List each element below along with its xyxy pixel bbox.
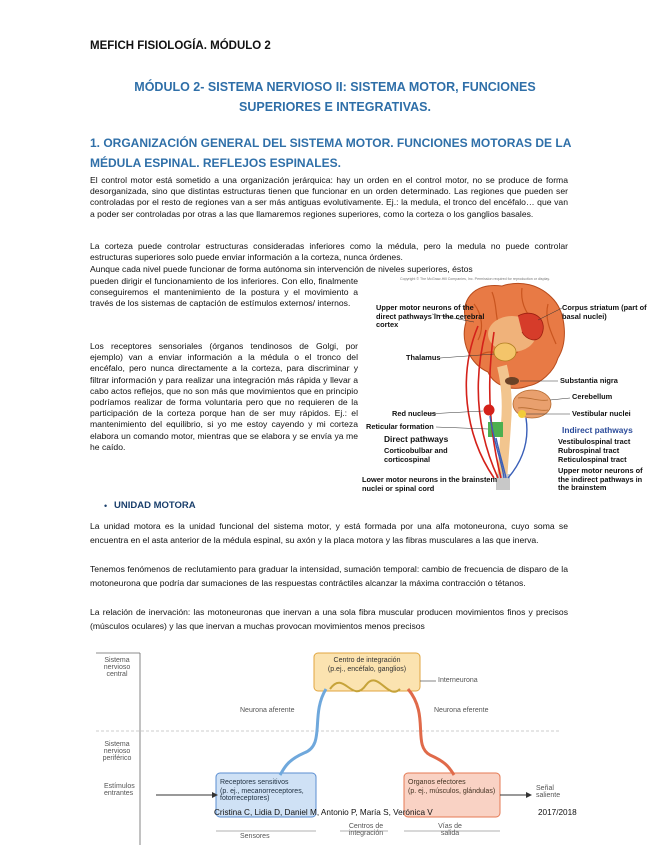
paragraph-7: La relación de inervación: las motoneuronas que inervan a una sola fibra muscular producen movimientos finos y precisos (músculos oculares) y las que inervan a muchas provocan movimientos menos precisos: [90, 607, 568, 631]
label-snp: Sistema nervioso periférico: [102, 741, 132, 762]
paragraph-3-first-line: Aunque cada nivel puede funcionar de forma autónoma sin intervención de niveles superiores, éstos: [90, 264, 473, 274]
section1-title-line2: MÉDULA ESPINAL. REFLEJOS ESPINALES.: [90, 156, 341, 170]
label-senal: Señal saliente: [536, 785, 561, 799]
label-corpus-striatum: Corpus striatum (part of basal nuclei): [562, 303, 647, 321]
label-red-nucleus: Red nucleus: [392, 409, 436, 418]
label-thalamus: Thalamus: [406, 353, 441, 362]
label-indirect-pathways: Indirect pathways: [562, 425, 633, 435]
label-reticular-formation: Reticular formation: [366, 422, 434, 431]
paragraph-5: La unidad motora es la unidad funcional del sistema motor, y está formada por una alfa motoneurona, cuyo soma se encuentra en el asta anterior de la médula espinal, su axón y la placa motora y las fibras musculares a las que inerva.: [90, 521, 568, 545]
label-sensores: Sensores: [240, 833, 270, 840]
label-upper-motor-indirect: Upper motor neurons of the indirect pathways in the brainstem: [558, 466, 643, 493]
section1-title-line1: 1. ORGANIZACIÓN GENERAL DEL SISTEMA MOTOR. FUNCIONES MOTORAS DE LA: [90, 136, 572, 150]
paragraph-1: El control motor está sometido a una organización jerárquica: hay un orden en el control motor, no se produce de forma desorganizada, sino que distintas estructuras tienen que funcionar en un orden determinado. Las regiones que pueden ser controladas por el resto de regiones van a ser más antiguas evolutivamente. Ej.: la medula, el tronco del encéfalo… que van a poder ser controladas por otras a las que llamaremos regiones superiores, como la corteza o los ganglios basales.: [90, 175, 568, 219]
module-title-line1: MÓDULO 2- SISTEMA NERVIOSO II: SISTEMA MOTOR, FUNCIONES: [134, 80, 536, 94]
label-lower-motor-neurons: Lower motor neurons in the brainstem nuclei or spinal cord: [362, 475, 498, 493]
label-corticobulbar: Corticobulbar and corticospinal: [384, 446, 448, 464]
label-receptores: Receptores sensitivos: [220, 779, 289, 786]
label-neurona-eferente: Neurona eferente: [434, 707, 489, 714]
paragraph-6: Tenemos fenómenos de reclutamiento para graduar la intensidad, sumación temporal: cambio de frecuencia de disparo de la motoneurona que podría dar sumaciones de las respuestas contráctiles alcanzar la máxima contracción o tétanos.: [90, 564, 568, 588]
footer-year: 2017/2018: [538, 808, 577, 817]
label-rubrospinal-tract: Rubrospinal tract: [558, 446, 620, 455]
paragraph-3-rest: pueden dirigir el funcionamiento de los inferiores. Con ello, finalmente conseguiremos el mantenimiento de la postura y el movimiento a través de los sistemas de captación de estímulos externos/ internos.: [90, 276, 358, 309]
label-snc: Sistema nervioso central: [103, 657, 131, 678]
label-direct-pathways: Direct pathways: [384, 434, 449, 444]
label-upper-motor-neurons: Upper motor neurons of the direct pathways in the cerebral cortex: [376, 303, 485, 330]
label-cerebellum: Cerebellum: [572, 392, 613, 401]
label-organos: Organos efectores: [408, 779, 466, 786]
figure-copyright: Copyright © The McGraw-Hill Companies, Inc. Permission required for reproduction or display.: [400, 277, 550, 281]
label-reticulospinal-tract: Reticulospinal tract: [558, 455, 627, 464]
label-centro-integracion: Centro de integración: [333, 657, 401, 664]
bullet-icon: •: [104, 501, 108, 511]
label-neurona-aferente: Neurona aferente: [240, 707, 295, 714]
module-title-line2: SUPERIORES E INTEGRATIVAS.: [239, 100, 431, 114]
label-estimulos: Estímulos entrantes: [104, 783, 135, 797]
paragraph-2: La corteza puede controlar estructuras consideradas inferiores como la médula, pero la medula no puede controlar estructuras superiores solo puede enviar información a la corteza, nunca órdenes.: [90, 241, 568, 263]
label-receptores-sub: (p. ej., mecanorreceptores, fotorreceptores): [220, 788, 304, 802]
paragraph-4: Los receptores sensoriales (órganos tendinosos de Golgi, por ejemplo) van a enviar información a la médula o el tronco del encéfalo, pero nunca directamente a la corteza, para discriminar y filtrar información y para realizar una integración más rápida y llevar a cabo actos reflejos, que no son más que movimientos que en principio podríamos realizar de forma voluntaria pero que no requieren de la participación de la corteza porque han de ser muy rápidos. Ej.: el mantenimiento del equilibrio, si yo me estoy cayendo y mi corteza elabora un comando motor, mientras que se elabora y se envía ya me he caído.: [90, 341, 358, 452]
label-vestibulospinal-tract: Vestibulospinal tract: [558, 437, 631, 446]
label-substantia-nigra: Substantia nigra: [560, 376, 618, 385]
label-vias: Vías de salida: [438, 823, 462, 837]
label-centros: Centros de integración: [348, 823, 384, 837]
label-vestibular-nuclei: Vestibular nuclei: [572, 409, 631, 418]
footer-authors: Cristina C, Lidia D, Daniel M, Antonio P, María S, Verónica V: [214, 808, 433, 817]
motor-pathways-figure: [362, 274, 650, 499]
unidad-motora-heading: UNIDAD MOTORA: [114, 500, 196, 511]
document-header: MEFICH FISIOLOGÍA. MÓDULO 2: [90, 40, 271, 52]
label-interneurona: Interneurona: [438, 677, 478, 684]
label-centro-sub: (p.ej., encéfalo, ganglios): [327, 666, 407, 673]
label-organos-sub: (p. ej., músculos, glándulas): [408, 788, 496, 795]
